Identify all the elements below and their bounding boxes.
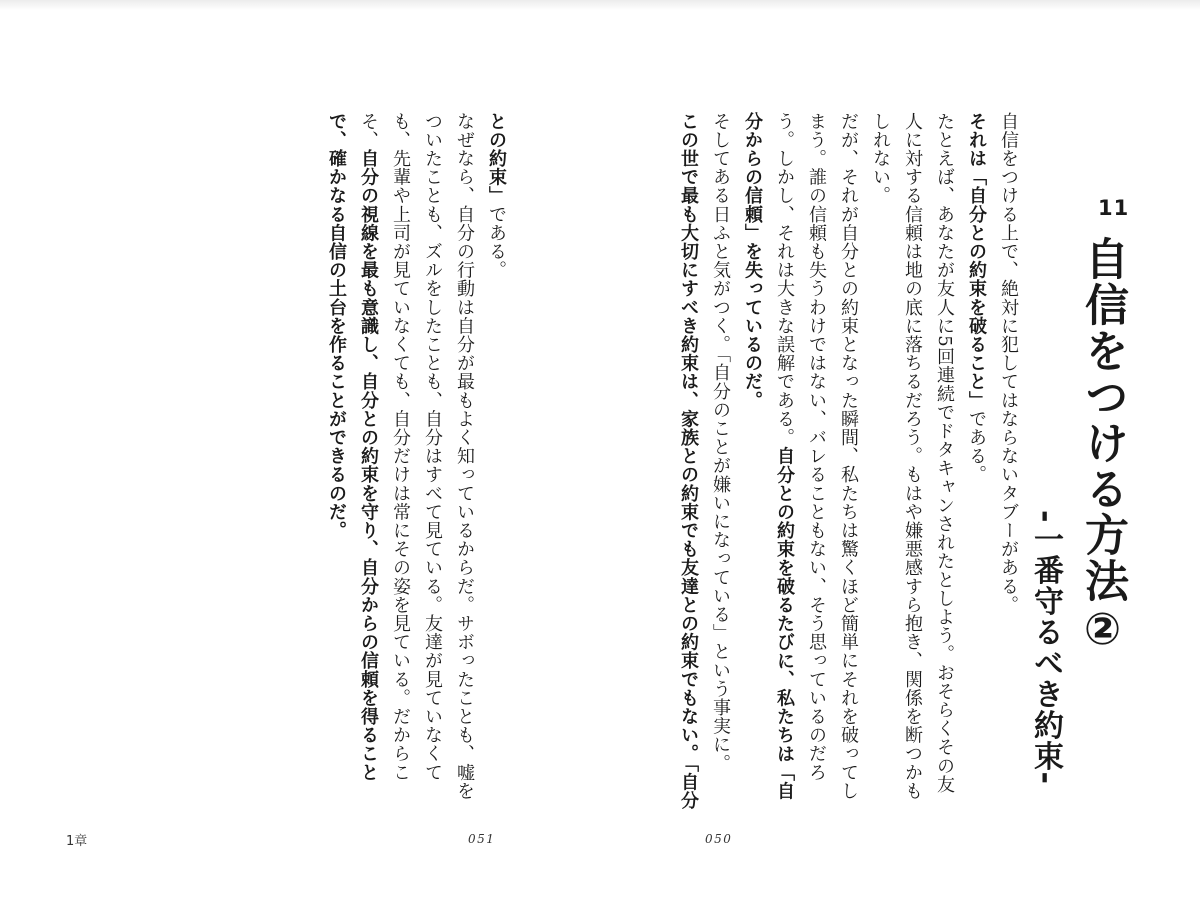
chapter-label: 1章 xyxy=(66,834,88,849)
text-run: である。 xyxy=(966,409,987,485)
text-run: なぜなら、自分の行動は自分が最もよく知っているからだ。サボったことも、嘘をついたことも、ズルをしたことも、自分はすべて見ている。友達が見ていなくても、先輩や上司が見ていなくても、自分だけは常にその姿を見ている。だからこそ、 xyxy=(358,112,475,801)
section-number: 11 xyxy=(1098,196,1130,220)
text-run: たとえば、あなたが友人に5回連続でドタキャンされたとしよう。おそらくその友人に対する信頼は地の底に落ちるだろう。もはや嫌悪感すら抱き、関係を断つかもしれない。 xyxy=(870,112,955,801)
bold-text-run: それは「自分との約束を破ること」 xyxy=(966,112,987,410)
right-page-body xyxy=(678,112,1024,812)
bold-text-run: この世で最も大切にすべき約束は、家族との約束でも友達との約束でもない。「自分 xyxy=(678,112,699,810)
left-page-body xyxy=(312,112,512,812)
text-run: そしてある日ふと気がつく。「自分のことが嫌いになっている」という事実に。 xyxy=(710,112,731,773)
section-subtitle: -一番守るべき約束- xyxy=(1028,510,1063,785)
paragraph xyxy=(320,112,480,812)
paragraph xyxy=(480,112,512,812)
paragraph xyxy=(992,112,1024,812)
paragraph xyxy=(704,112,736,812)
text-run: である。 xyxy=(486,205,507,280)
text-run: 自信をつける上で、絶対に犯してはならないタブーがある。 xyxy=(998,112,1019,615)
paragraph xyxy=(864,112,960,812)
page-number-left: 051 xyxy=(468,832,496,846)
bold-text-run: との約束」 xyxy=(486,112,507,205)
bold-text-run: 自分との約束を破るたびに、私たちは「自分からの信頼」を失っているのだ。 xyxy=(742,112,795,801)
paragraph xyxy=(736,112,864,812)
text-run: だが、それが自分との約束となった瞬間、私たちは驚くほど簡単にそれを破ってしまう。誰の信頼も失うわけではない、バレることもない、そう思っているのだろう。しかし、それは大きな誤解である。 xyxy=(774,112,859,801)
paragraph xyxy=(960,112,992,812)
page-number-right: 050 xyxy=(705,832,733,846)
section-title: 自信をつける方法② xyxy=(1077,236,1128,657)
bold-text-run: 自分の視線を最も意識し、自分との約束を守り、自分からの信頼を得ることで、確かなる自信の土台を作ることができるのだ。 xyxy=(326,112,379,782)
paragraph xyxy=(672,112,704,812)
right-page xyxy=(600,0,1200,917)
